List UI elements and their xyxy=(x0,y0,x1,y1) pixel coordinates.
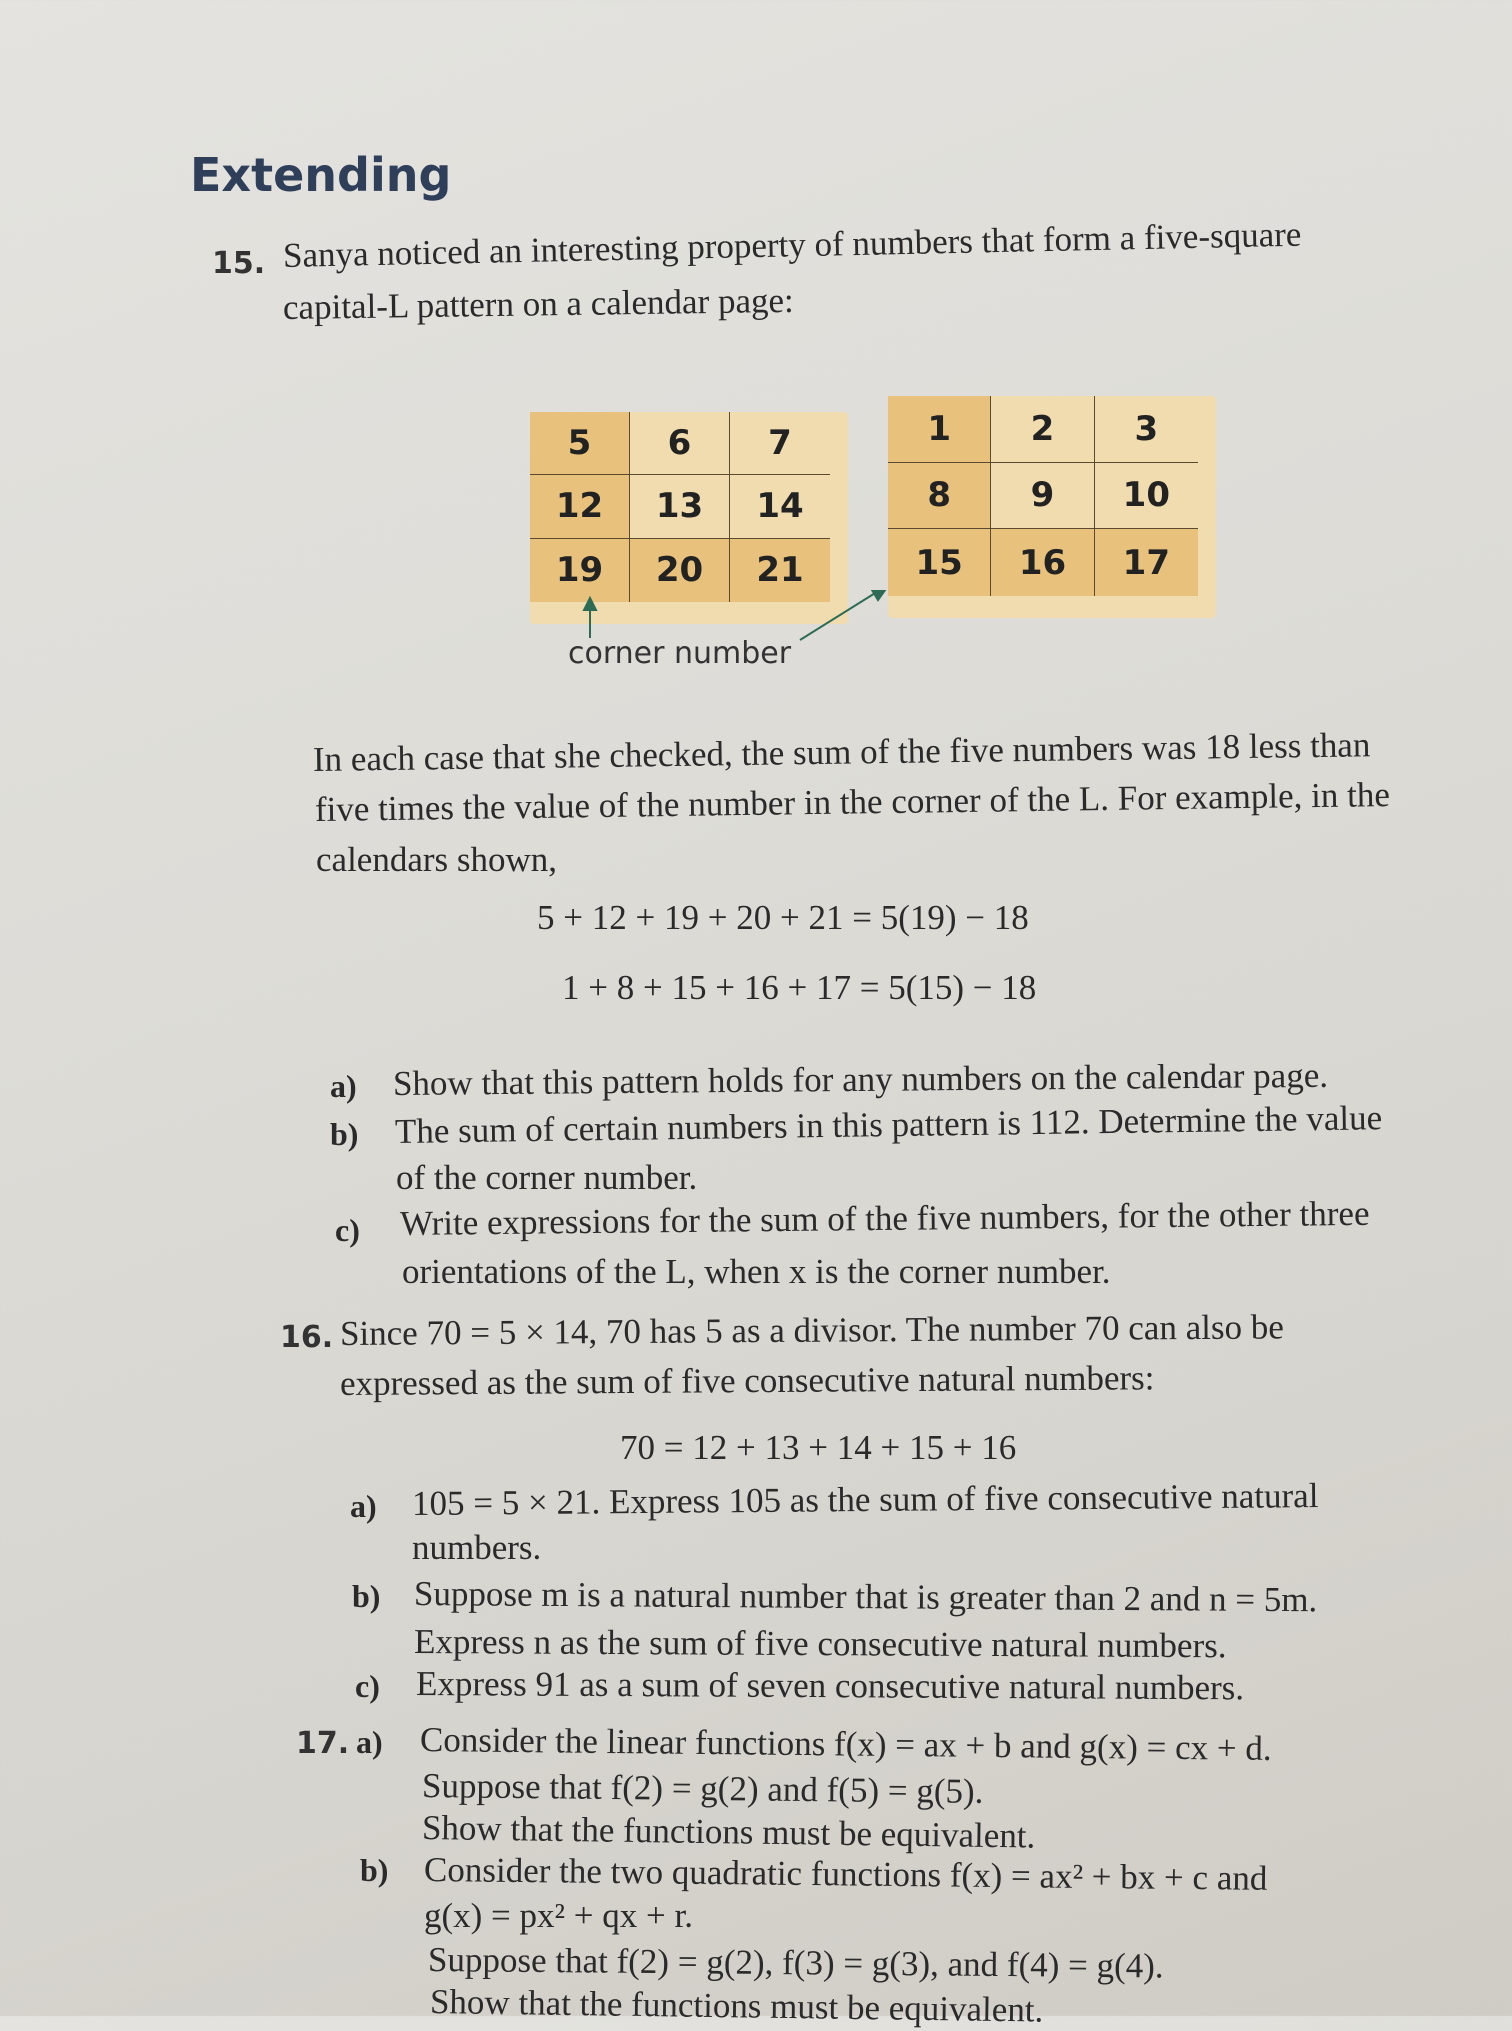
q16-part-b-line-1: Suppose m is a natural number that is greater than 2 and n = 5m. xyxy=(413,1574,1318,1620)
q17-part-a-line-2: Suppose that f(2) = g(2) and f(5) = g(5). xyxy=(421,1766,984,1811)
q15-part-b-line-2: of the corner number. xyxy=(396,1158,698,1197)
q17-part-a-line-3: Show that the functions must be equivalent. xyxy=(421,1808,1036,1856)
q16-part-a-label: a) xyxy=(350,1488,377,1524)
calendar-cell: 21 xyxy=(730,539,830,602)
q15-part-a-text: Show that this pattern holds for any numbers on the calendar page. xyxy=(392,1055,1329,1103)
corner-number-caption: corner number xyxy=(568,636,792,671)
q17-part-b-label: b) xyxy=(360,1852,389,1888)
section-title: Extending xyxy=(190,148,452,202)
q15-number: 15. xyxy=(212,246,266,281)
calendar-cell: 1 xyxy=(888,396,991,463)
q16-equation: 70 = 12 + 13 + 14 + 15 + 16 xyxy=(620,1428,1017,1467)
q15-part-a-label: a) xyxy=(330,1068,357,1104)
calendar-cell: 10 xyxy=(1095,463,1198,530)
q16-intro-line-2: expressed as the sum of five consecutive natural numbers: xyxy=(339,1358,1155,1403)
q15-part-c-line-1: Write expressions for the sum of the five numbers, for the other three xyxy=(399,1193,1370,1243)
q16-number: 16. xyxy=(280,1320,334,1355)
q16-part-b-line-2: Express n as the sum of five consecutive natural numbers. xyxy=(413,1622,1227,1666)
calendar-cell: 16 xyxy=(991,529,1094,596)
calendar-cell: 19 xyxy=(530,539,630,602)
q16-part-b-label: b) xyxy=(352,1578,381,1614)
calendar-cell: 15 xyxy=(888,529,991,596)
calendar-cell: 3 xyxy=(1095,396,1198,463)
q16-part-a-line-2: numbers. xyxy=(412,1528,542,1567)
q15-part-c-line-2: orientations of the L, when x is the corner number. xyxy=(402,1252,1111,1291)
q15-para-line-2: five times the value of the number in the corner of the L. For example, in the xyxy=(314,774,1391,829)
q15-part-c-label: c) xyxy=(335,1212,360,1248)
q16-part-c-label: c) xyxy=(355,1668,380,1704)
q17-part-b-line-1: Consider the two quadratic functions f(x) = ax² + bx + c and xyxy=(423,1850,1268,1898)
q15-equation-1: 5 + 12 + 19 + 20 + 21 = 5(19) − 18 xyxy=(537,898,1029,937)
q16-intro-line-1: Since 70 = 5 × 14, 70 has 5 as a divisor. The number 70 can also be xyxy=(339,1307,1284,1353)
calendar-cell: 9 xyxy=(991,463,1094,530)
q17-part-a-line-1: Consider the linear functions f(x) = ax + b and g(x) = cx + d. xyxy=(419,1720,1272,1768)
q17-number: 17. xyxy=(296,1726,350,1761)
q17-part-b-line-2: g(x) = px² + qx + r. xyxy=(424,1896,693,1935)
q15-part-b-line-1: The sum of certain numbers in this pattern is 112. Determine the value xyxy=(394,1098,1383,1151)
calendar-cell: 14 xyxy=(730,475,830,538)
calendar-cell: 12 xyxy=(530,475,630,538)
q15-part-b-label: b) xyxy=(330,1116,359,1152)
calendar-cell: 8 xyxy=(888,463,991,530)
q16-part-a-line-1: 105 = 5 × 21. Express 105 as the sum of five consecutive natural xyxy=(411,1476,1319,1523)
q15-para-line-3: calendars shown, xyxy=(316,840,558,879)
calendar-right xyxy=(888,396,1216,618)
calendar-cell: 7 xyxy=(730,412,830,475)
q17-part-b-line-4: Show that the functions must be equivalent. xyxy=(429,1982,1044,2030)
calendar-cell: 5 xyxy=(530,412,630,475)
q15-intro-line-1: Sanya noticed an interesting property of numbers that form a five-square xyxy=(282,214,1302,275)
q15-para-line-1: In each case that she checked, the sum of the five numbers was 18 less than xyxy=(312,725,1371,779)
calendar-cell: 20 xyxy=(630,539,730,602)
calendar-cell: 2 xyxy=(991,396,1094,463)
q17-part-b-line-3: Suppose that f(2) = g(2), f(3) = g(3), and f(4) = g(4). xyxy=(427,1940,1164,1986)
q15-intro-line-2: capital-L pattern on a calendar page: xyxy=(282,280,794,327)
q15-equation-2: 1 + 8 + 15 + 16 + 17 = 5(15) − 18 xyxy=(562,968,1037,1007)
calendar-cell: 13 xyxy=(630,475,730,538)
calendar-cell: 17 xyxy=(1095,529,1198,596)
q16-part-c-text: Express 91 as a sum of seven consecutive natural numbers. xyxy=(415,1664,1245,1708)
q17-part-a-label: a) xyxy=(356,1724,383,1760)
calendar-cell: 6 xyxy=(630,412,730,475)
